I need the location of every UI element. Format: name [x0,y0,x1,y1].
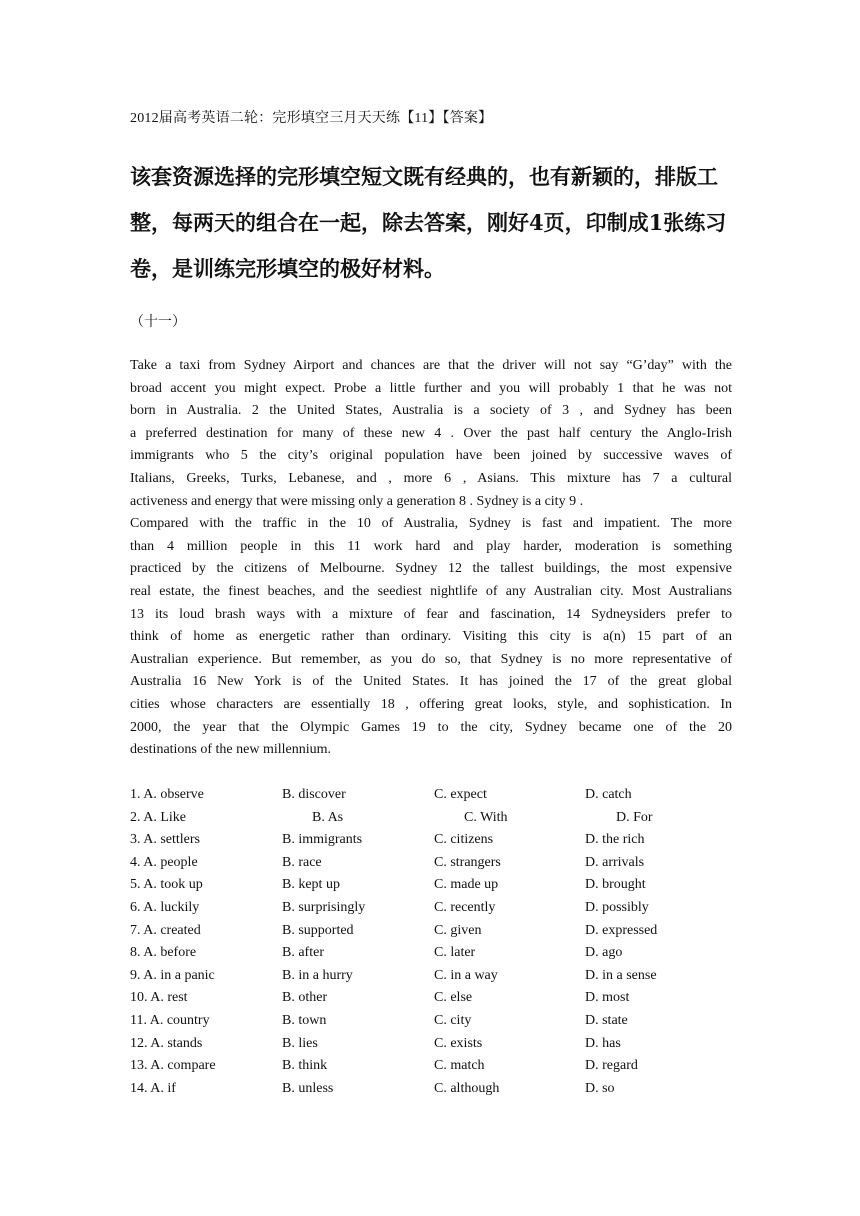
option-a: 4. A. people [130,854,198,870]
option-c: C. expect [434,787,487,802]
passage-line: destinations of the new millennium. [130,742,332,758]
option-b: B. race [282,854,322,870]
option-a: 7. A. created [130,922,201,938]
option-b: B. after [282,945,324,961]
question-row [130,1010,732,1033]
option-a: 8. A. before [130,945,197,961]
passage-line: think of home as energetic rather than ordinary. Visiting this city is a(n) 15 part of an [130,629,732,645]
question-row [130,897,732,920]
question-row [130,829,732,852]
option-c: C. match [434,1058,485,1074]
option-d: D. arrivals [585,854,645,870]
question-row [130,807,732,830]
intro-paragraph: 该套资源选择的完形填空短文既有经典的，也有新颖的，排版工整，每两天的组合在一起，除去答案，刚好4页，印制成1张练习卷，是训练完形填空的极好材料。 [130,164,727,281]
option-d: D. possibly [585,899,649,915]
option-b: B. immigrants [282,832,363,848]
question-row [130,784,732,807]
passage-line: 13 its loud brash ways with a mixture of fear and fascination, 14 Sydneysiders prefer to [130,606,732,622]
passage-line: activeness and energy that were missing only a generation 8 . Sydney is a city 9 . [130,493,584,509]
question-row [130,874,732,897]
option-d: D. state [585,1012,628,1028]
option-d: D. the rich [585,832,645,848]
option-b: B. discover [282,787,346,802]
option-a: 6. A. luckily [130,899,200,915]
option-a: 11. A. country [130,1012,210,1028]
passage-line: immigrants who 5 the city’s original population have been joined by successive waves of [130,448,732,464]
option-d: D. regard [585,1058,638,1074]
option-d: D. so [585,1080,615,1096]
option-c: C. given [434,922,482,938]
passage-line: Compared with the traffic in the 10 of Australia, Sydney is fast and impatient. The more [130,516,732,532]
question-row [130,1055,732,1078]
passage-line: cities whose characters are essentially 18 , offering great looks, style, and sophistication. In [130,696,732,712]
option-d: D. catch [585,787,632,802]
option-a: 10. A. rest [130,990,188,1006]
cloze-passage [130,355,732,762]
option-b: B. unless [282,1080,334,1096]
passage-line: born in Australia. 2 the United States, Australia is a society of 3 , and Sydney has been [130,403,732,419]
option-d: D. ago [585,945,623,961]
option-c: C. later [434,945,476,961]
option-a: 12. A. stands [130,1035,203,1051]
question-row [130,965,732,988]
option-b: B. kept up [282,877,340,893]
option-c: C. else [434,990,473,1006]
question-row [130,920,732,943]
option-c: C. exists [434,1035,483,1051]
option-a: 5. A. took up [130,877,203,893]
passage-line: Italians, Greeks, Turks, Lebanese, and , more 6 , Asians. This mixture has 7 a cultural [130,470,732,486]
option-b: B. other [282,990,328,1006]
question-row [130,987,732,1010]
passage-line: real estate, the finest beaches, and the seediest nightlife of any Australian city. Most Australians [130,583,732,599]
option-c: C. in a way [434,967,498,983]
option-b: B. think [282,1058,328,1074]
option-a: 13. A. compare [130,1058,216,1074]
option-c: C. although [434,1080,500,1096]
document-title: 2012届高考英语二轮：完形填空三月天天练【11】【答案】 [130,111,493,126]
option-d: D. expressed [585,922,658,938]
option-a: 3. A. settlers [130,832,200,848]
option-d: D. has [585,1035,621,1051]
passage-line: Take a taxi from Sydney Airport and chances are that the driver will not say “G’day” with the [130,358,732,373]
section-label: （十一） [130,315,186,330]
option-c: C. made up [434,877,499,893]
option-a: 9. A. in a panic [130,967,215,983]
option-b: B. supported [282,922,354,938]
answer-options [130,784,732,1100]
option-d: D. For [616,809,653,825]
option-a: 14. A. if [130,1080,176,1096]
option-d: D. most [585,990,630,1006]
question-row [130,852,732,875]
option-b: B. in a hurry [282,967,353,983]
option-a: 2. A. Like [130,809,186,825]
option-c: C. city [434,1012,472,1028]
option-a: 1. A. observe [130,787,204,802]
option-c: C. With [464,809,508,825]
option-b: B. As [312,809,344,825]
question-row [130,1033,732,1056]
passage-line: than 4 million people in this 11 work hard and play harder, moderation is something [130,538,732,554]
option-d: D. in a sense [585,967,657,983]
passage-line: Australian experience. But remember, as you do so, that Sydney is no more representative of [130,651,732,667]
question-row [130,1078,732,1101]
question-row [130,942,732,965]
option-b: B. surprisingly [282,899,366,915]
passage-line: broad accent you might expect. Probe a little further and you will probably 1 that he was not [130,380,732,396]
passage-line: a preferred destination for many of these new 4 . Over the past half century the Anglo-Irish [130,425,732,441]
passage-line: Australia 16 New York is of the United States. It has joined the 17 of the great global [130,674,732,690]
option-c: C. citizens [434,832,494,848]
option-b: B. lies [282,1035,318,1051]
passage-line: practiced by the citizens of Melbourne. Sydney 12 the tallest buildings, the most expensive [130,561,732,577]
passage-line: 2000, the year that the Olympic Games 19 to the city, Sydney became one of the 20 [130,719,732,735]
option-c: C. strangers [434,854,501,870]
option-c: C. recently [434,899,496,915]
option-b: B. town [282,1012,327,1028]
option-d: D. brought [585,877,646,893]
